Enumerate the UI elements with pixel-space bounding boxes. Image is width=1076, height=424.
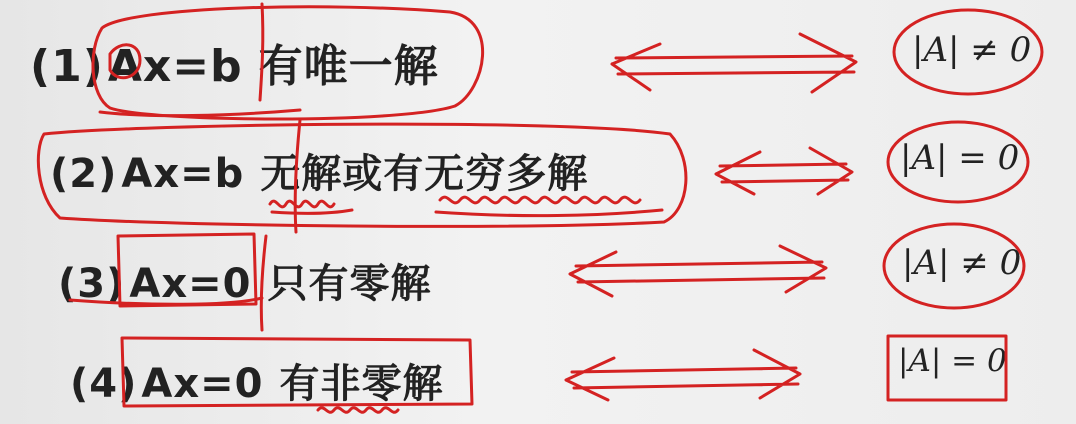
equivalence-arrow-1 (612, 34, 856, 92)
underline-statement-1 (100, 110, 300, 116)
statement-3 (58, 252, 432, 309)
statement-1 (30, 30, 439, 94)
equation: Ax=0 (141, 361, 264, 407)
scribble-under-wuqiong (436, 197, 662, 216)
solution-condition: 有唯一解 (258, 41, 439, 92)
statement-4 (70, 352, 444, 409)
scribble-under-jie (270, 201, 352, 213)
equation: Ax=0 (129, 261, 252, 307)
statement-number: (4) (70, 361, 138, 407)
equation: Ax=b (107, 41, 243, 92)
statement-number: (2) (50, 151, 118, 197)
equivalence-arrow-2 (716, 148, 852, 194)
equation: Ax=b (121, 151, 245, 197)
determinant-condition-3: |A| ≠ 0 (902, 243, 1022, 283)
solution-condition: 无解或有无穷多解 (260, 151, 589, 197)
determinant-condition-4: |A| = 0 (898, 343, 1007, 379)
equivalence-arrow-3 (570, 246, 826, 296)
equivalence-arrow-4 (566, 350, 800, 400)
solution-condition: 有非零解 (279, 361, 444, 407)
statement-2 (50, 142, 588, 199)
determinant-condition-1: |A| ≠ 0 (912, 30, 1032, 70)
solution-condition: 只有零解 (267, 261, 432, 307)
statement-number: (1) (30, 41, 104, 92)
statement-number: (3) (58, 261, 126, 307)
determinant-condition-2: |A| = 0 (900, 138, 1020, 178)
